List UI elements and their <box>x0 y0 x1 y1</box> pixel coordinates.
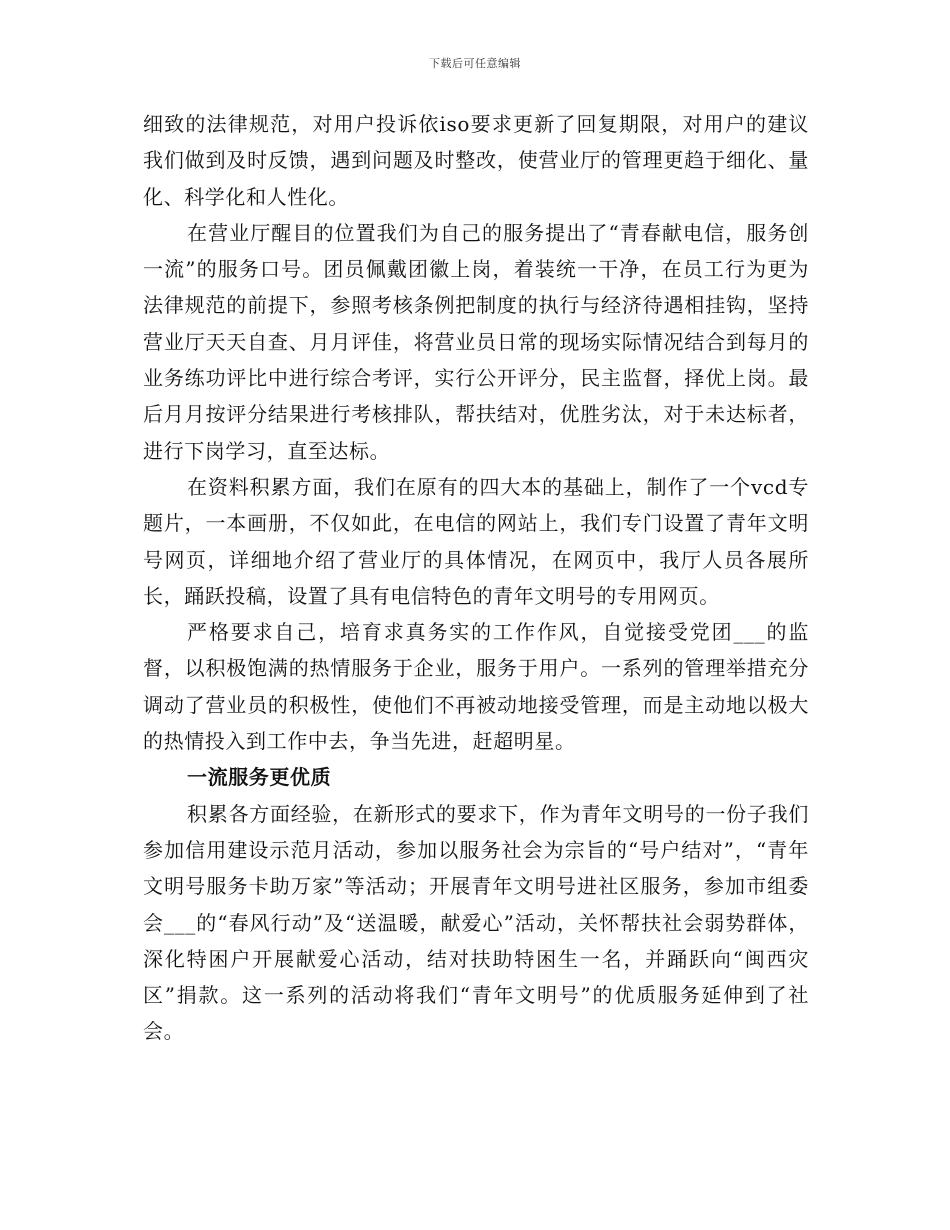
paragraph-3: 在资料积累方面，我们在原有的四大本的基础上，制作了一个vcd专题片，一本画册，不仅如此，在电信的网站上，我们专门设置了青年文明号网页，详细地介绍了营业厅的具体情况，在网页中，我厅人员各展所长，踊跃投稿，设置了具有电信特色的青年文明号的专用网页。 <box>143 474 809 608</box>
paragraph-2: 在营业厅醒目的位置我们为自己的服务提出了“青春献电信，服务创一流”的服务口号。团员佩戴团徽上岗，着装统一干净，在员工行为更为法律规范的前提下，参照考核条例把制度的执行与经济待遇相挂钩，坚持营业厅天天自查、月月评佳，将营业员日常的现场实际情况结合到每月的业务练功评比中进行综合考评，实行公开评分，民主监督，择优上岗。最后月月按评分结果进行考核排队，帮扶结对，优胜劣汰，对于未达标者，进行下岗学习，直至达标。 <box>143 220 809 463</box>
paragraph-1: 细致的法律规范，对用户投诉依iso要求更新了回复期限，对用户的建议我们做到及时反馈，遇到问题及时整改，使营业厅的管理更趋于细化、量化、科学化和人性化。 <box>143 112 809 209</box>
header-note: 下载后可任意编辑 <box>429 57 521 70</box>
section-heading: 一流服务更优质 <box>187 765 332 790</box>
paragraph-5: 积累各方面经验，在新形式的要求下，作为青年文明号的一份子我们参加信用建设示范月活动，参加以服务社会为宗旨的“号户结对”，“青年文明号服务卡助万家”等活动；开展青年文明号进社区服务，参加市组委会___的“春风行动”及“送温暖，献爱心”活动，关怀帮扶社会弱势群体，深化特困户开展献爱心活动，结对扶助特困生一名，并踊跃向“闽西灾区”捐款。这一系列的活动将我们“青年文明号”的优质服务延伸到了社会。 <box>143 801 809 1044</box>
paragraph-4: 严格要求自己，培育求真务实的工作作风，自觉接受党团___的监督，以积极饱满的热情服务于企业，服务于用户。一系列的管理举措充分调动了营业员的积极性，使他们不再被动地接受管理，而是主动地以极大的热情投入到工作中去，争当先进，赶超明星。 <box>143 620 809 754</box>
document-body <box>143 106 809 1050</box>
